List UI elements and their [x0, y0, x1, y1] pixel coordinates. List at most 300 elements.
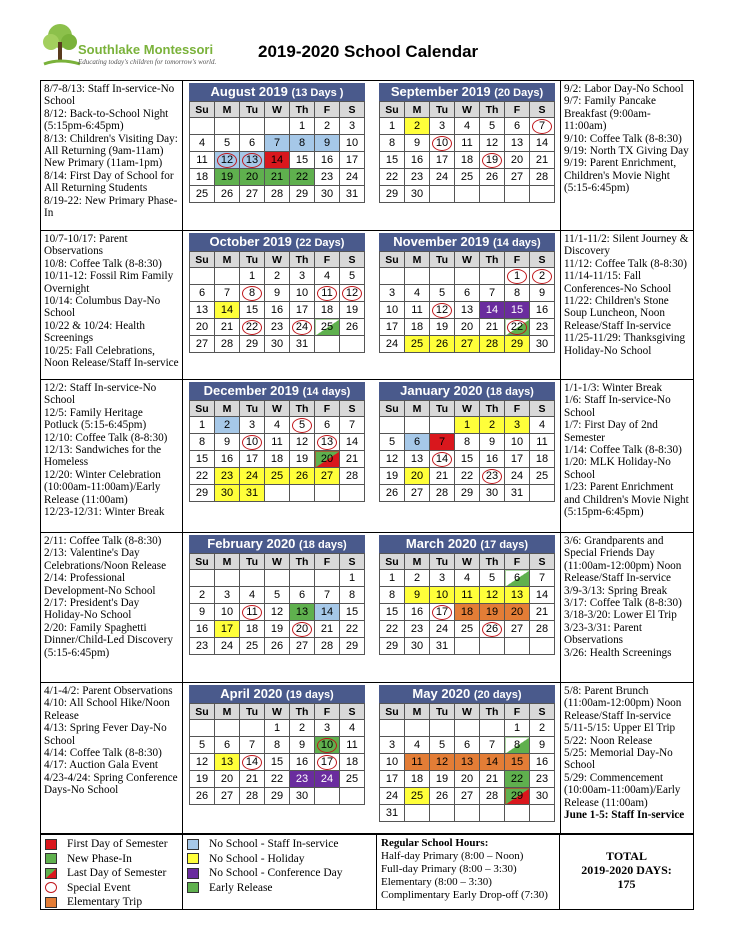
logo-tagline: Educating today's children for tomorrow's world.	[78, 58, 217, 66]
day-cell: 30	[215, 485, 240, 502]
day-cell: 14	[315, 604, 340, 621]
day-cell	[290, 621, 315, 638]
month-title	[189, 685, 365, 703]
day-cell	[455, 805, 480, 822]
day-cell: 29	[340, 638, 365, 655]
events-left-notes	[41, 380, 183, 532]
weekday-header: Su	[380, 704, 405, 720]
day-cell	[505, 319, 530, 336]
day-cell: 3	[430, 118, 455, 135]
day-cell: 22	[290, 169, 315, 186]
special-event-circle: 12	[432, 303, 452, 318]
day-cell: 30	[405, 638, 430, 655]
month-calendar	[379, 382, 555, 502]
weekday-header: Th	[290, 401, 315, 417]
day-cell: 25	[190, 186, 215, 203]
day-cell: 5	[430, 285, 455, 302]
week-row	[380, 319, 555, 336]
week-row	[380, 302, 555, 319]
event-note: 3/23-3/31: Parent Observations	[564, 621, 642, 647]
week-row	[380, 570, 555, 587]
event-note: 10/22 & 10/24: Health Screenings	[44, 319, 145, 345]
weekday-header: M	[215, 704, 240, 720]
day-cell	[315, 336, 340, 353]
month-day-count: (14 days)	[302, 386, 351, 398]
day-cell: 10	[340, 135, 365, 152]
day-cell: 7	[315, 587, 340, 604]
day-cell: 2	[315, 118, 340, 135]
event-note: 8/13: Children's Visiting Day: All Returning (9am-11am) New Primary (11am-1pm)	[44, 132, 178, 170]
day-cell: 27	[215, 788, 240, 805]
week-row	[190, 268, 365, 285]
legend-item	[187, 881, 372, 896]
events-left-notes	[41, 683, 183, 833]
week-row	[190, 754, 365, 771]
month-grid	[189, 703, 365, 805]
day-cell: 26	[190, 788, 215, 805]
day-cell: 9	[315, 135, 340, 152]
day-cell: 26	[340, 319, 365, 336]
special-event-circle: 5	[292, 418, 312, 433]
page-title: 2019-2020 School Calendar	[258, 42, 479, 61]
special-event-circle: 7	[532, 119, 552, 134]
day-cell: 10	[380, 302, 405, 319]
day-cell: 14	[265, 152, 290, 169]
day-cell: 7	[430, 434, 455, 451]
day-cell: 15	[380, 604, 405, 621]
event-note: 3/18-3/20: Lower El Trip	[564, 609, 677, 622]
day-cell: 20	[315, 451, 340, 468]
day-cell: 11	[455, 135, 480, 152]
day-cell	[455, 268, 480, 285]
month-grid	[379, 703, 555, 822]
day-cell: 10	[290, 285, 315, 302]
day-cell: 25	[530, 468, 555, 485]
week-row	[190, 186, 365, 203]
day-cell	[290, 570, 315, 587]
day-cell: 2	[405, 570, 430, 587]
day-cell: 3	[380, 737, 405, 754]
hours-line: Half-day Primary (8:00 – Noon)	[381, 850, 524, 862]
day-cell: 10	[380, 754, 405, 771]
special-event-circle: 1	[507, 269, 527, 284]
month-grid	[379, 400, 555, 502]
day-cell: 27	[455, 788, 480, 805]
month-title	[379, 382, 555, 400]
day-cell: 20	[505, 152, 530, 169]
day-cell: 18	[530, 451, 555, 468]
day-cell: 27	[455, 336, 480, 353]
week-row	[190, 434, 365, 451]
day-cell: 29	[380, 186, 405, 203]
day-cell: 11	[190, 152, 215, 169]
day-cell: 12	[190, 754, 215, 771]
day-cell: 8	[340, 587, 365, 604]
day-cell	[315, 485, 340, 502]
calendar-row	[41, 533, 693, 683]
day-cell: 8	[505, 285, 530, 302]
day-cell	[405, 720, 430, 737]
day-cell: 8	[380, 135, 405, 152]
event-note: 12/10: Coffee Talk (8-8:30)	[44, 431, 168, 444]
day-cell: 20	[455, 771, 480, 788]
day-cell: 29	[505, 788, 530, 805]
day-cell	[315, 788, 340, 805]
event-note: 12/5: Family Heritage Potluck (5:15-6:45pm)	[44, 406, 147, 432]
weekday-header: Tu	[430, 401, 455, 417]
event-note: 9/2: Labor Day-No School	[564, 83, 684, 95]
week-row	[380, 135, 555, 152]
legend-item	[45, 881, 178, 896]
month-title	[189, 233, 365, 251]
day-cell	[505, 268, 530, 285]
day-cell: 18	[190, 169, 215, 186]
day-cell: 17	[240, 451, 265, 468]
week-row	[190, 451, 365, 468]
event-note-bold: June 1-5: Staff In-service	[564, 809, 685, 822]
day-cell: 4	[240, 587, 265, 604]
day-cell: 3	[215, 587, 240, 604]
month-name: August 2019	[210, 84, 292, 99]
day-cell	[215, 268, 240, 285]
day-cell	[380, 720, 405, 737]
day-cell: 3	[240, 417, 265, 434]
day-cell: 19	[430, 771, 455, 788]
day-cell: 27	[505, 169, 530, 186]
day-cell: 14	[480, 302, 505, 319]
day-cell: 19	[190, 771, 215, 788]
day-cell: 12	[480, 587, 505, 604]
event-note: 10/11-12: Fossil Rim Family Overnight	[44, 270, 174, 295]
day-cell: 13	[455, 302, 480, 319]
special-event-circle: 22	[507, 320, 527, 335]
day-cell: 21	[315, 621, 340, 638]
event-note: 11/12: Coffee Talk (8-8:30)	[564, 257, 687, 270]
day-cell	[405, 268, 430, 285]
day-cell: 12	[380, 451, 405, 468]
legend-label: Last Day of Semester	[67, 867, 167, 879]
day-cell: 23	[530, 771, 555, 788]
day-cell: 30	[405, 186, 430, 203]
week-row	[380, 268, 555, 285]
legend-swatch	[187, 853, 199, 864]
month-calendar	[189, 382, 365, 502]
event-note: 5/11-5/15: Upper El Trip	[564, 722, 676, 735]
day-cell: 28	[530, 621, 555, 638]
weekday-header: Su	[380, 554, 405, 570]
day-cell: 27	[190, 336, 215, 353]
day-cell	[380, 417, 405, 434]
day-cell: 22	[265, 771, 290, 788]
day-cell	[430, 417, 455, 434]
day-cell: 4	[315, 268, 340, 285]
day-cell: 31	[430, 638, 455, 655]
day-cell: 30	[530, 788, 555, 805]
special-event-circle: 22	[242, 320, 262, 335]
day-cell: 12	[480, 135, 505, 152]
day-cell: 6	[405, 434, 430, 451]
weekday-header: Tu	[430, 704, 455, 720]
weekday-header: Tu	[240, 102, 265, 118]
week-row	[190, 302, 365, 319]
day-cell: 19	[340, 302, 365, 319]
day-cell: 25	[265, 468, 290, 485]
page-header	[0, 0, 736, 85]
legend-label: No School - Conference Day	[209, 867, 343, 879]
day-cell: 1	[265, 720, 290, 737]
weekday-header: Th	[480, 554, 505, 570]
day-cell: 21	[480, 319, 505, 336]
day-cell: 5	[190, 737, 215, 754]
day-cell: 6	[290, 587, 315, 604]
legend-item	[45, 866, 178, 881]
event-note: 3/17: Coffee Talk (8-8:30)	[564, 597, 682, 610]
day-cell: 13	[290, 604, 315, 621]
day-cell: 17	[505, 451, 530, 468]
day-cell: 26	[480, 169, 505, 186]
day-cell: 17	[215, 621, 240, 638]
week-row	[190, 285, 365, 302]
month-calendar	[189, 685, 365, 805]
day-cell	[240, 604, 265, 621]
day-cell: 27	[405, 485, 430, 502]
weekday-header: S	[340, 102, 365, 118]
legend-label: Early Release	[209, 881, 273, 894]
weekday-header: Th	[290, 554, 315, 570]
hours-line: Complimentary Early Drop-off (7:30)	[381, 889, 548, 901]
month-title	[189, 382, 365, 400]
weekday-header: M	[215, 554, 240, 570]
weekday-header: M	[405, 554, 430, 570]
day-cell: 24	[215, 638, 240, 655]
day-cell	[480, 638, 505, 655]
day-cell: 18	[455, 152, 480, 169]
day-cell	[455, 720, 480, 737]
day-cell: 6	[505, 118, 530, 135]
day-cell: 9	[290, 737, 315, 754]
weekday-header: S	[530, 102, 555, 118]
month-calendar	[189, 535, 365, 655]
day-cell	[530, 638, 555, 655]
event-note: 8/7-8/13: Staff In-service-No School	[44, 83, 175, 108]
day-cell: 4	[405, 737, 430, 754]
day-cell: 24	[380, 336, 405, 353]
month-calendar	[379, 83, 555, 203]
day-cell: 22	[380, 169, 405, 186]
day-cell: 10	[215, 604, 240, 621]
day-cell: 30	[315, 186, 340, 203]
event-note: 12/2: Staff In-service-No School	[44, 382, 157, 407]
events-left-notes	[41, 231, 183, 379]
day-cell: 16	[480, 451, 505, 468]
event-note: 5/8: Parent Brunch (11:00am-12:00pm) Noon Release/Staff In-service	[564, 685, 682, 722]
day-cell: 23	[190, 638, 215, 655]
special-event-circle: 14	[242, 755, 262, 770]
day-cell: 15	[340, 604, 365, 621]
day-cell: 8	[290, 135, 315, 152]
day-cell: 22	[340, 621, 365, 638]
special-event-circle: 19	[482, 153, 502, 168]
weekday-header: Th	[290, 704, 315, 720]
day-cell: 21	[265, 169, 290, 186]
weekday-header: F	[315, 554, 340, 570]
day-cell: 15	[190, 451, 215, 468]
day-cell	[290, 485, 315, 502]
day-cell: 1	[290, 118, 315, 135]
day-cell: 20	[505, 604, 530, 621]
day-cell: 25	[315, 319, 340, 336]
day-cell	[405, 417, 430, 434]
month-name: March 2020	[405, 536, 481, 551]
special-event-circle: 11	[242, 605, 262, 620]
day-cell: 2	[290, 720, 315, 737]
day-cell: 7	[480, 285, 505, 302]
day-cell: 21	[480, 771, 505, 788]
day-cell: 25	[455, 621, 480, 638]
week-row	[190, 621, 365, 638]
day-cell: 19	[380, 468, 405, 485]
day-cell: 18	[315, 302, 340, 319]
day-cell	[480, 268, 505, 285]
weekday-header: M	[215, 252, 240, 268]
day-cell: 23	[405, 621, 430, 638]
day-cell: 4	[455, 570, 480, 587]
month-grid	[379, 251, 555, 353]
day-cell: 31	[505, 485, 530, 502]
day-cell: 17	[380, 319, 405, 336]
events-right-notes	[560, 231, 693, 379]
day-cell: 7	[530, 570, 555, 587]
day-cell: 4	[405, 285, 430, 302]
month-title	[379, 233, 555, 251]
day-cell: 12	[290, 434, 315, 451]
month-grid	[189, 400, 365, 502]
day-cell	[315, 737, 340, 754]
day-cell: 23	[405, 169, 430, 186]
weekday-header: Th	[290, 102, 315, 118]
day-cell: 6	[505, 570, 530, 587]
day-cell: 25	[405, 788, 430, 805]
day-cell: 7	[480, 737, 505, 754]
total-value: 175	[617, 877, 636, 891]
day-cell: 5	[380, 434, 405, 451]
weekday-header: M	[405, 102, 430, 118]
weekday-header: M	[405, 252, 430, 268]
legend-label: No School - Staff In-service	[209, 838, 339, 850]
legend-label: Elementary Trip	[67, 896, 143, 908]
week-row	[190, 587, 365, 604]
day-cell: 27	[290, 638, 315, 655]
day-cell: 18	[240, 621, 265, 638]
week-row	[380, 451, 555, 468]
week-row	[380, 720, 555, 737]
legend-swatch	[187, 868, 199, 879]
day-cell: 11	[530, 434, 555, 451]
day-cell	[530, 485, 555, 502]
day-cell: 28	[315, 638, 340, 655]
week-row	[380, 737, 555, 754]
day-cell	[530, 186, 555, 203]
week-row	[190, 485, 365, 502]
weekday-header: S	[340, 252, 365, 268]
day-cell: 4	[190, 135, 215, 152]
day-cell: 17	[430, 152, 455, 169]
day-cell: 24	[240, 468, 265, 485]
event-note: 1/23: Parent Enrichment and Children's Movie Night (5:15pm-6:45pm)	[564, 481, 689, 519]
day-cell: 24	[315, 771, 340, 788]
event-note: 9/19: North TX Giving Day	[564, 145, 689, 158]
special-event-circle: 26	[482, 622, 502, 637]
weekday-header: S	[530, 704, 555, 720]
legend-swatch	[187, 839, 199, 850]
day-cell: 7	[265, 135, 290, 152]
month-grid	[189, 101, 365, 203]
day-cell: 6	[240, 135, 265, 152]
day-cell: 19	[290, 451, 315, 468]
day-cell: 15	[240, 302, 265, 319]
day-cell: 9	[265, 285, 290, 302]
day-cell: 22	[505, 771, 530, 788]
month-day-count: (18 days)	[299, 539, 347, 551]
event-note: 5/25: Memorial Day-No School	[564, 747, 673, 772]
day-cell	[240, 118, 265, 135]
day-cell: 22	[190, 468, 215, 485]
day-cell: 22	[380, 621, 405, 638]
month-day-count: (20 days)	[473, 689, 522, 701]
events-right-notes	[560, 380, 693, 532]
day-cell: 13	[215, 754, 240, 771]
month-calendar	[379, 233, 555, 353]
day-cell: 28	[480, 336, 505, 353]
calendar-row	[41, 81, 693, 231]
day-cell: 19	[215, 169, 240, 186]
day-cell: 28	[215, 336, 240, 353]
week-row	[380, 485, 555, 502]
legend-item	[45, 852, 178, 867]
calendar-row	[41, 231, 693, 380]
day-cell: 14	[530, 135, 555, 152]
day-cell: 23	[530, 319, 555, 336]
weekday-header: Su	[380, 401, 405, 417]
day-cell	[190, 720, 215, 737]
special-event-circle: 17	[432, 605, 452, 620]
month-name: January 2020	[400, 383, 487, 398]
weekday-header: Tu	[240, 704, 265, 720]
weekday-header: Th	[480, 401, 505, 417]
day-cell	[480, 805, 505, 822]
weekday-header: F	[315, 704, 340, 720]
month-name: May 2020	[412, 686, 474, 701]
weekday-header: Th	[290, 252, 315, 268]
event-note: 2/20: Family Spaghetti Dinner/Child-Led Discovery (5:15-6:45pm)	[44, 621, 173, 659]
month-calendar	[189, 233, 365, 353]
week-row	[380, 754, 555, 771]
day-cell: 19	[265, 621, 290, 638]
day-cell: 1	[380, 570, 405, 587]
event-note: 10/8: Coffee Talk (8-8:30)	[44, 257, 162, 270]
school-hours	[377, 835, 560, 910]
day-cell	[315, 754, 340, 771]
day-cell: 12	[265, 604, 290, 621]
day-cell: 9	[190, 604, 215, 621]
day-cell	[480, 186, 505, 203]
legend-label: No School - Holiday	[209, 852, 305, 865]
day-cell: 24	[430, 621, 455, 638]
day-cell	[480, 621, 505, 638]
event-note: 1/1-1/3: Winter Break	[564, 382, 663, 394]
week-row	[190, 152, 365, 169]
month-grid	[379, 101, 555, 203]
